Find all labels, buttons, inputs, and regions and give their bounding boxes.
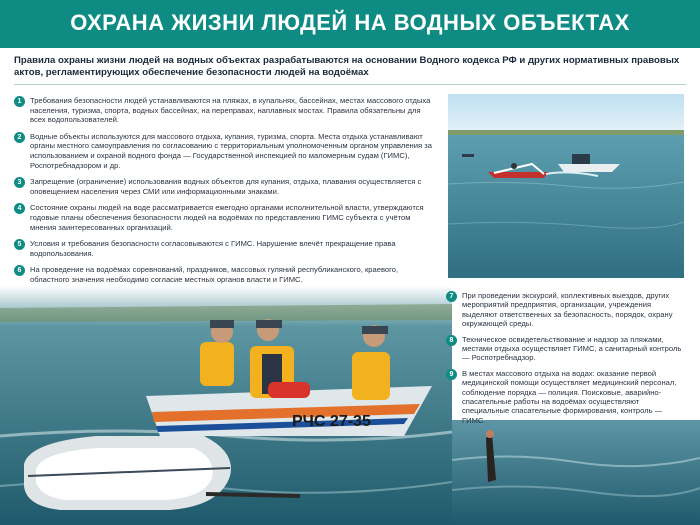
list-item xyxy=(14,177,434,196)
list-item-text: Техническое освидетельствование и надзор за пляжами, местами отдыха осуществляет ГИМС, а санитарный контроль — Роспотребнадзор. xyxy=(462,334,682,363)
list-item-text: На проведение на водоёмах соревнований, праздников, массовых гуляний республиканского, краевого, областного значения необходимо согласие местных органов власти и ГИМС. xyxy=(30,265,399,284)
swimmer-photo xyxy=(452,420,700,525)
list-item-text: Условия и требования безопасности согласовываются с ГИМС. Нарушение влечёт прекращение права водопользования. xyxy=(30,239,396,258)
item-number-badge: 2 xyxy=(14,132,25,143)
list-item-text: Запрещение (ограничение) использования водных объектов для купания, отдыха, плавания осуществляется с оповещением населения через СМИ или информационными знаками. xyxy=(30,177,422,196)
header-banner xyxy=(0,0,700,48)
swimmer-illustration xyxy=(452,420,700,525)
rules-list-left xyxy=(14,96,434,292)
motorboats-photo xyxy=(448,94,684,278)
item-number-badge: 9 xyxy=(446,369,457,380)
divider xyxy=(14,84,686,85)
list-item-text: Водные объекты используются для массового отдыха, купания, туризма, спорта. Места отдыха устанавливают органы местного самоуправления по согласованию с территориальным уполномоченным органом управления за использованием и охраной водного фонда — Государственной инспекцией по маломерным судам (ГИМС), Роспотребнадзором и др. xyxy=(30,131,432,170)
item-number-badge: 6 xyxy=(14,265,25,276)
list-item xyxy=(446,335,686,363)
rules-list-right xyxy=(446,291,686,431)
page-title: ОХРАНА ЖИЗНИ ЛЮДЕЙ НА ВОДНЫХ ОБЪЕКТАХ xyxy=(70,10,630,35)
list-item xyxy=(446,369,686,425)
item-number-badge: 3 xyxy=(14,177,25,188)
rescue-boat-photo xyxy=(0,286,452,525)
intro-paragraph: Правила охраны жизни людей на водных объектах разрабатываются на основании Водного кодекса РФ и других нормативных правовых актов, регламентирующих обеспечение безопасности людей на водоёмах xyxy=(14,55,680,78)
item-number-badge: 7 xyxy=(446,291,457,302)
list-item-text: Состояние охраны людей на воде рассматривается ежегодно органами исполнительной власти, утверждаются годовые планы обеспечения безопасности людей на водоёмах по представлению ГИМС субъекта с учётом мнения заинтересованных организаций. xyxy=(30,203,424,232)
list-item xyxy=(14,239,434,258)
rescue-scene-illustration xyxy=(0,286,452,525)
list-item xyxy=(14,132,434,170)
motorboats-illustration xyxy=(448,94,684,278)
list-item xyxy=(14,96,434,125)
item-number-badge: 8 xyxy=(446,335,457,346)
boat-registration: РЧС 27-35 xyxy=(292,413,371,430)
list-item xyxy=(14,203,434,232)
list-item xyxy=(446,291,686,329)
list-item xyxy=(14,265,434,284)
item-number-badge: 4 xyxy=(14,203,25,214)
list-item-text: Требования безопасности людей устанавливаются на пляжах, в купальнях, бассейнах, местах массового отдыха населения, туризма, спорта, водных бассейнах, на переправах, наплавных мостах. Правила обязательны для всех водопользователей. xyxy=(30,96,431,125)
item-number-badge: 5 xyxy=(14,239,25,250)
item-number-badge: 1 xyxy=(14,96,25,107)
list-item-text: При проведении экскурсий, коллективных выездов, других мероприятий предприятия, организации, учреждения выделяют ответственных за безопасность, порядок, охрану окружающей среды. xyxy=(462,291,673,329)
list-item-text: В местах массового отдыха на водах: оказание первой медицинской помощи осуществляет медицинский персонал, соблюдение порядка — полиция. Поисковые, аварийно-спасательные работы на водоёмах осуществляют специальные спасательные формирования, контроль — ГИМС. xyxy=(462,368,677,425)
